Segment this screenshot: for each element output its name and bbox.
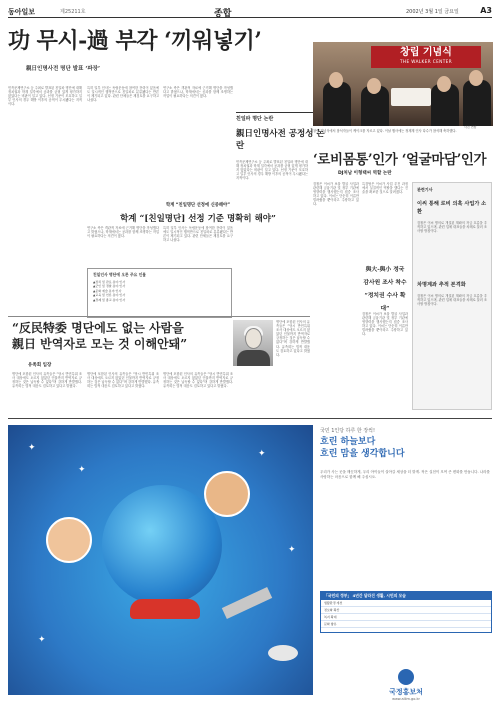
- right-headline[interactable]: ‘로비몸통’인가 ‘얼굴마담’인가: [313, 152, 487, 168]
- right-subhead: DJ처남 이형택씨 역할 논란: [338, 171, 392, 176]
- masthead: [8, 6, 492, 18]
- opinion-column-4: 명단에 포함된 인사의 유족들은 “당시 반민특위 조사 대상에도 오르지 않았던 인물까지 반역자로 규정하는 것은 납득할 수 없다”며 강하게 반발했다. 유족회는 법적 대응도 검토하고 있다고 밝혔다.: [276, 320, 310, 357]
- right-inner-line1: 與大-與小 정국: [365, 267, 405, 273]
- right-column-3: 검찰은 이씨가 보물 발굴 사업과 관련해 금융기관 및 정부 기관에 영향력을 행사했는지 집중 조사하고 있다. 이씨는 단순히 이름만 빌려줬을 뿐이라고 주장하고 있다.: [362, 312, 408, 337]
- opinion-byline: 유족회 입장: [28, 363, 52, 368]
- right-inner-line2: 감사원 조사 착수: [363, 280, 407, 286]
- government-logo-icon: [398, 669, 414, 685]
- right-inner-headline: [362, 264, 408, 316]
- lead-subhead: 親日인명사전 명단 발표 ‘파장’: [26, 66, 101, 72]
- lead-column-3: 연구소 측은 객관적 자료에 근거해 명단을 작성했다고 밝혔으나, 학계에서는 공과를 함께 조명하는 작업이 필요하다는 의견이 많다.: [163, 86, 233, 99]
- right-column-2: 특검팀은 이씨가 사업 추진 과정에서 실질적인 역할을 했다는 진술을 확보한 것으로 알려졌다.: [362, 182, 408, 195]
- lead-column-1: 민족문제연구소 등 주최로 발표된 친일파 명단에 대해 정치권과 학계 일각에서 공과를 균형 있게 평가하지 않았다는 비판이 일고 있다. 선정 기준이 모호하고 일부 인사의 경우 해방 이후의 공적이 무시됐다는 지적이다.: [8, 86, 82, 107]
- right-column-1: 검찰은 이씨가 보물 발굴 사업과 관련해 금융기관 및 정부 기관에 영향력을 행사했는지 집중 조사하고 있다. 이씨는 단순히 이름만 빌려줬을 뿐이라고 주장하고 있다.: [313, 182, 359, 207]
- lead-column-2: 특히 일부 인사는 독립운동에 참여한 전력이 있음에도 일시적인 행적만으로 친일파로 분류됐다는 반론이 제기되고 있다. 관련 단체들은 재검토를 요구하고 나섰다.: [87, 86, 159, 103]
- list-item: ▲교육 및 언론 분야 인사: [93, 293, 126, 298]
- divider: [8, 316, 310, 317]
- related-body-1: 검찰은 이씨 명의로 개설된 계좌의 자금 흐름을 추적하고 있으며, 관련 업체 대표들을 차례로 불러 조사할 방침이다.: [417, 221, 487, 234]
- side-strip-body: 민족문제연구소 등 주최로 발표된 친일파 명단에 대해 정치권과 학계 일각에서 공과를 균형 있게 평가하지 않았다는 비판이 일고 있다. 선정 기준이 모호하고 일부 인사의 경우 해방 이후의 공적이 무시됐다는 지적이다.: [236, 160, 308, 181]
- opinion-column-1: 명단에 포함된 인사의 유족들은 “당시 반민특위 조사 대상에도 오르지 않았던 인물까지 반역자로 규정하는 것은 납득할 수 없다”며 강하게 반발했다. 유족회는 법적 대응도 검토하고 있다고 밝혔다.: [12, 372, 82, 389]
- related-label: 관련기사: [417, 187, 433, 192]
- ad-slogan-line2: 흐린 맘을 생각합니다: [320, 449, 405, 459]
- list-item: ▲경제 및 종교 분야 인사: [93, 297, 126, 302]
- ceremony-photo: [313, 42, 493, 126]
- ad-illustration: [8, 425, 313, 695]
- star-icon: ✦: [258, 449, 266, 459]
- ad-copy: [320, 427, 492, 481]
- edition-number: 제25211호: [60, 9, 86, 15]
- table-row: 정보화 확산: [321, 607, 491, 614]
- ad-body: 우리가 사는 곳을 깨끗하게, 우리 아이들이 살아갈 세상을 더 밝게. 작은 실천이 모여 큰 변화를 만듭니다. 나라를 사랑하는 마음으로 함께 해 주십시오.: [320, 470, 490, 480]
- academia-column-1: 연구소 측은 객관적 자료에 근거해 명단을 작성했다고 밝혔으나, 학계에서는 공과를 함께 조명하는 작업이 필요하다는 의견이 많다.: [87, 226, 159, 239]
- photo-banner-main: 창립 기념식: [400, 47, 452, 58]
- ad-tagline: 국민 1인당 하루 한 장씩!: [320, 428, 376, 434]
- ad-sponsor: [320, 669, 492, 701]
- star-icon: ✦: [288, 545, 296, 555]
- right-headline-block: [313, 148, 493, 168]
- related-body-2: 검찰은 이씨 명의로 개설된 계좌의 자금 흐름을 추적하고 있으며, 관련 업체 대표들을 차례로 불러 조사할 방침이다.: [417, 294, 487, 307]
- academia-kicker: 학계 “친일명단 선정에 신중해야”: [165, 203, 231, 208]
- cartoon-face-icon: [204, 471, 250, 517]
- ad-slogan-line1: 흐린 하늘보다: [320, 437, 376, 447]
- related-box: [412, 182, 492, 410]
- opinion-headline-block: [12, 320, 232, 352]
- bird-icon: [268, 645, 298, 661]
- opinion-headline-line2[interactable]: 親日 반역자로 모는 것 이해안돼”: [12, 337, 188, 351]
- opinion-column-3: 명단에 포함된 인사의 유족들은 “당시 반민특위 조사 대상에도 오르지 않았던 인물까지 반역자로 규정하는 것은 납득할 수 없다”며 강하게 반발했다. 유족회는 법적 대응도 검토하고 있다고 밝혔다.: [163, 372, 233, 389]
- car-icon: [130, 599, 200, 619]
- list-box-title: 친일인사 명단에 오른 주요 인물: [93, 272, 146, 277]
- opinion-column-2: 명단에 포함된 인사의 유족들은 “당시 반민특위 조사 대상에도 오르지 않았던 인물까지 반역자로 규정하는 것은 납득할 수 없다”며 강하게 반발했다. 유족회는 법적 대응도 검토하고 있다고 밝혔다.: [87, 372, 159, 389]
- cartoon-face-icon: [46, 517, 92, 563]
- advertisement[interactable]: [8, 418, 492, 699]
- related-headline-1[interactable]: 이씨 통해 로비 의혹 사업가 소환: [417, 201, 487, 215]
- photo-caption: 창립 기념식에서 참석자들이 케이크를 자르고 있다. 이날 행사에는 정재계 인사 다수가 참석해 축하했다.: [313, 129, 457, 133]
- academia-headline[interactable]: 학계 “[친일명단] 선정 기준 명확히 해야”: [120, 214, 276, 224]
- table-row: 생활환경 개선: [321, 600, 491, 607]
- list-item: ▲군인 및 경찰 분야 인사: [93, 284, 126, 289]
- table-row: 문화 향유: [321, 621, 491, 628]
- table-row: 복지 확대: [321, 614, 491, 621]
- sponsor-name: 국정홍보처: [389, 688, 423, 696]
- globe-icon: [102, 485, 222, 605]
- sponsor-url[interactable]: www.allim.go.kr: [392, 697, 420, 701]
- issue-date: 2002년 3월 1일 금요일: [406, 9, 459, 15]
- cake: [391, 88, 431, 106]
- satellite-icon: [222, 587, 272, 619]
- photo-banner: [371, 46, 481, 68]
- list-item: ▲문화 예술 분야 인사: [93, 288, 122, 293]
- paper-name: 동아일보: [8, 8, 36, 16]
- portrait-photo: [233, 320, 273, 366]
- section-name: 종합: [214, 9, 232, 19]
- ad-table-title: 「국민의 정부」 4년간 달라진 생활, 시민의 모습: [321, 592, 491, 600]
- star-icon: ✦: [38, 635, 46, 645]
- photo-credit: 사진 연합: [464, 125, 477, 129]
- list-box: [87, 268, 232, 318]
- photo-banner-sub: THE WALKER CENTER: [399, 59, 453, 64]
- opinion-headline-line1[interactable]: “反民特委 명단에도 없는 사람을: [12, 321, 184, 335]
- star-icon: ✦: [78, 465, 86, 475]
- lead-headline[interactable]: 功 무시-過 부각 ‘끼워넣기’: [8, 28, 262, 54]
- ad-table: [320, 591, 492, 633]
- page-number: A3: [480, 6, 492, 15]
- star-icon: ✦: [28, 443, 36, 453]
- lead-headline-block: [8, 24, 308, 58]
- related-headline-2[interactable]: 차명계좌 추적 본격화: [417, 282, 466, 288]
- side-strip-headline[interactable]: 親日인명사전 공정성 논란: [236, 129, 325, 151]
- right-inner-line3: “정치권 수사 확대”: [364, 293, 406, 312]
- list-item: ▲정치 및 관료 분야 인사: [93, 280, 126, 284]
- academia-column-2: 특히 일부 인사는 독립운동에 참여한 전력이 있음에도 일시적인 행적만으로 친일파로 분류됐다는 반론이 제기되고 있다. 관련 단체들은 재검토를 요구하고 나섰다.: [163, 226, 233, 243]
- side-strip-label: 친일파 명단 논란: [236, 112, 328, 122]
